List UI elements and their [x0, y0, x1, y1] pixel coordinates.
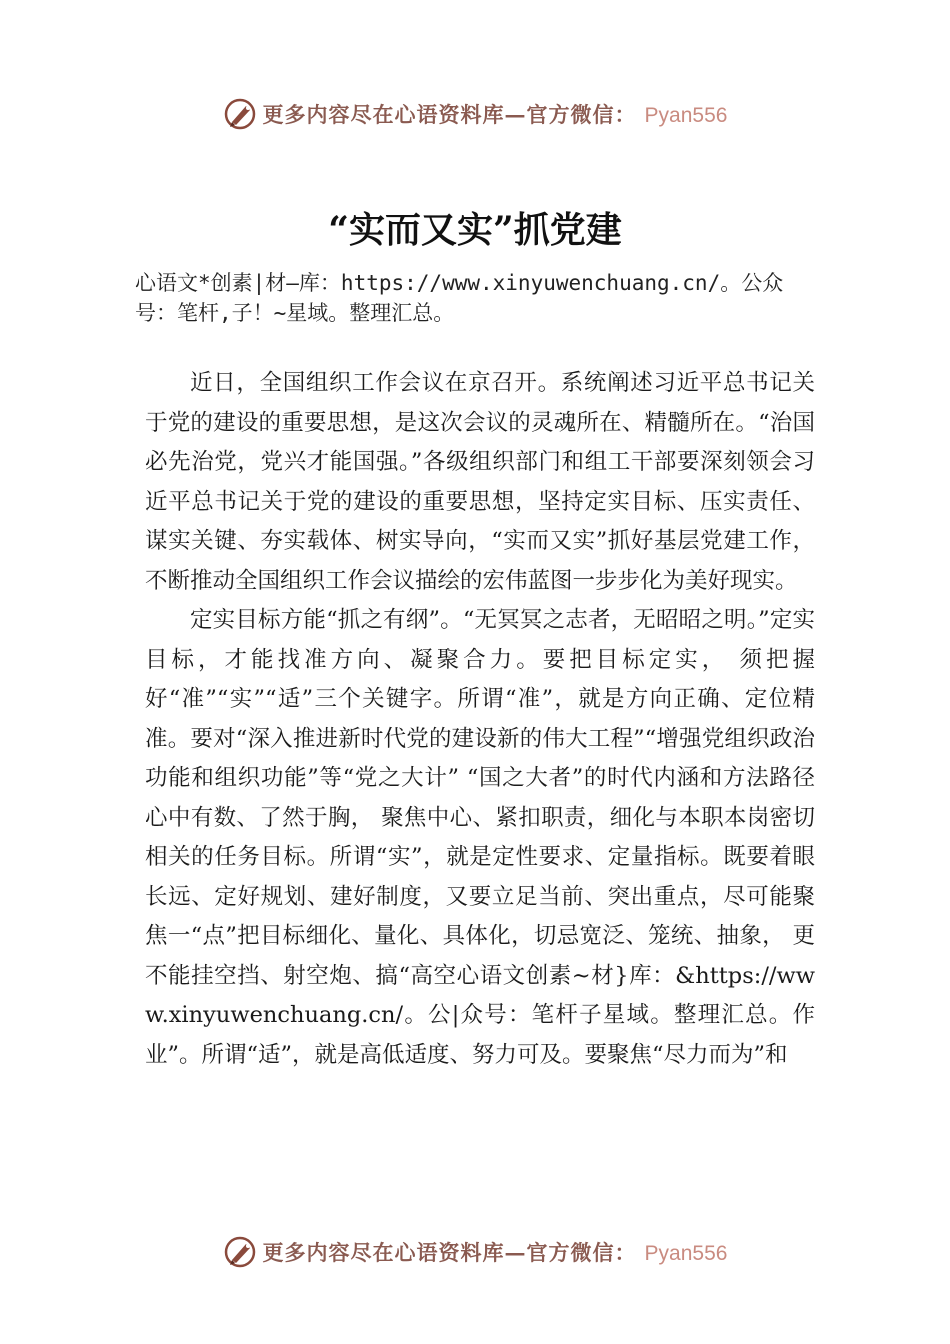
document-meta-line: 心语文*创素|材—库：https://www.xinyuwenchuang.cn/。公众号：笔杆,子！~星域。整理汇总。	[135, 271, 784, 325]
header-wechat-id: Pyan556	[644, 104, 728, 127]
paragraph-2: 定实目标方能“抓之有纲”。“无冥冥之志者，无昭昭之明。”定实目标，才能找准方向、凝聚合力。要把目标定实， 须把握好“准”“实”“适”三个关键字。所谓“准”，就是方向正确、定位精准。要对“深入推进新时代党的建设新的伟大工程”“增强党组织政治功能和组织功能”等“党之大计” “国之大者”的时代内涵和方法路径心中有数、了然于胸， 聚焦中心、紧扣职责，细化与本职本岗密切相关的任务目标。所谓“实”，就是定性要求、定量指标。既要着眼长远、定好规划、建好制度，又要立足当前、突出重点，尽可能聚焦一“点”把目标细化、量化、具体化，切忌宽泛、笼统、抽象， 更不能挂空挡、射空炮、搞“高空心语文创素~材}库：&https://www.xinyuwenchuang.cn/。公|众号：笔杆子星域。整理汇总。作业”。所谓“适”，就是高低适度、努力可及。要聚焦“尽力而为”和	[145, 607, 815, 1068]
document-title: “实而又实”抓党建	[328, 209, 622, 251]
paragraph-1: 近日，全国组织工作会议在京召开。系统阐述习近平总书记关于党的建设的重要思想，是这次会议的灵魂所在、精髓所在。“治国必先治党，党兴才能国强。”各级组织部门和组工干部要深刻领会习近平总书记关于党的建设的重要思想，坚持定实目标、压实责任、谋实关键、夯实载体、树实导向，“实而又实”抓好基层党建工作，不断推动全国组织工作会议描绘的宏伟蓝图一步步化为美好现实。	[145, 370, 815, 594]
footer-banner-label: 更多内容尽在心语资料库—官方微信：	[262, 1240, 637, 1265]
footer-wechat-id: Pyan556	[644, 1242, 728, 1265]
header-banner-text	[263, 99, 728, 129]
footer-banner	[0, 1232, 950, 1272]
header-banner	[0, 94, 950, 134]
pen-logo-icon	[223, 97, 257, 131]
pen-logo-icon	[223, 1235, 257, 1269]
footer-banner-text	[263, 1237, 728, 1267]
header-banner-label: 更多内容尽在心语资料库—官方微信：	[262, 102, 637, 127]
document-body	[145, 364, 815, 1075]
